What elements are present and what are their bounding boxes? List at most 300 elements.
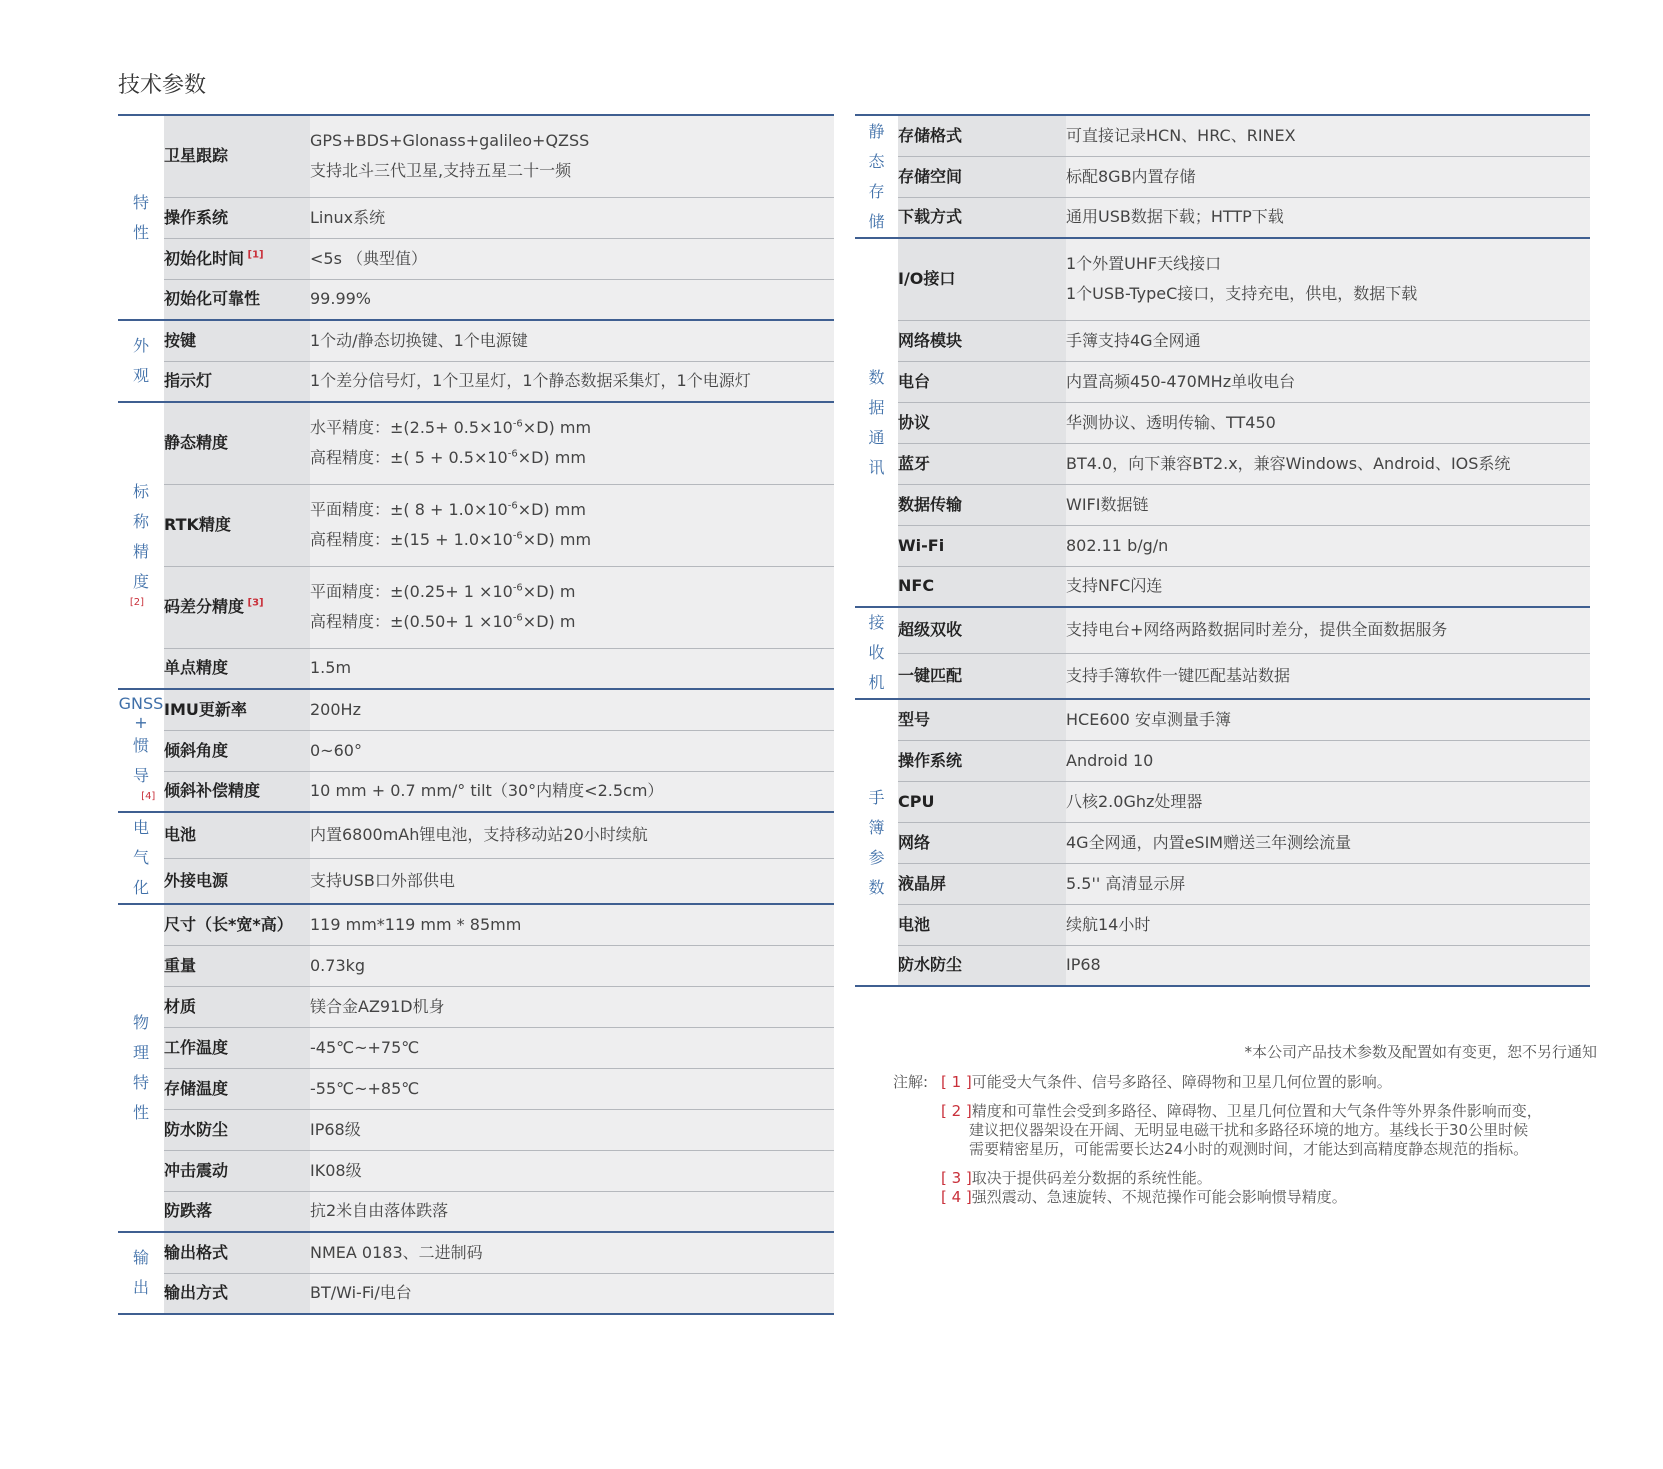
spec-label	[898, 238, 1066, 320]
spec-label	[898, 781, 1066, 822]
spec-label	[898, 484, 1066, 525]
spec-row	[855, 904, 1590, 945]
category-cell	[855, 699, 898, 986]
spec-value-text: 内置6800mAh锂电池，支持移动站20小时续航	[310, 825, 648, 845]
spec-row	[118, 197, 834, 238]
spec-value	[1066, 320, 1590, 361]
spec-label	[164, 771, 310, 812]
category-char: 惯	[132, 735, 149, 755]
category-char: 机	[868, 673, 885, 692]
spec-value-text: 标配8GB内置存储	[1066, 166, 1196, 186]
spec-label-text: 网络	[898, 832, 931, 852]
spec-value	[1066, 156, 1590, 197]
spec-value	[310, 1150, 834, 1191]
spec-value-line	[310, 326, 834, 356]
spec-label-text: 按键	[164, 330, 197, 350]
category-char: 物	[132, 1013, 149, 1032]
category-char: 出	[132, 1278, 149, 1297]
spec-row	[118, 1068, 834, 1109]
spec-value-line	[310, 1238, 834, 1268]
category-label	[868, 117, 884, 237]
spec-row	[855, 607, 1590, 653]
category-cell	[118, 812, 164, 904]
spec-value-line	[1066, 746, 1590, 776]
spec-row	[855, 653, 1590, 699]
spec-label	[164, 904, 310, 945]
spec-value	[310, 1027, 834, 1068]
category-char: 导	[132, 765, 149, 785]
spec-label	[898, 443, 1066, 484]
footnote-number: [ 2 ]	[941, 1102, 972, 1120]
spec-value	[310, 904, 834, 945]
spec-label-text: 卫星跟踪	[164, 146, 229, 166]
spec-row	[118, 1109, 834, 1150]
spec-value	[310, 402, 834, 484]
spec-value-line	[1066, 279, 1590, 309]
spec-label-text: NFC	[898, 576, 935, 596]
spec-row	[855, 822, 1590, 863]
spec-label-text: 超级双收	[898, 620, 963, 640]
spec-row	[855, 156, 1590, 197]
spec-row	[855, 238, 1590, 320]
category-char: 收	[868, 643, 885, 662]
category-char: 化	[132, 878, 149, 897]
spec-label-text: CPU	[898, 791, 935, 811]
spec-row	[855, 740, 1590, 781]
category-char: 特	[132, 192, 149, 212]
spec-row	[118, 648, 834, 689]
category-char: 理	[132, 1043, 149, 1062]
category-char: 外	[132, 336, 149, 355]
spec-label-text: 重量	[164, 955, 197, 975]
category-cell	[118, 115, 164, 320]
spec-row	[855, 945, 1590, 986]
spec-value	[310, 361, 834, 402]
category-char: GNSS	[118, 693, 164, 713]
spec-row	[118, 361, 834, 402]
spec-value-text: 0.73kg	[310, 955, 366, 975]
spec-label	[164, 115, 310, 197]
footnote-number: [ 1 ]	[941, 1073, 972, 1091]
spec-label	[164, 566, 310, 648]
spec-label-text: 码差分精度	[164, 597, 245, 616]
spec-label	[898, 402, 1066, 443]
spec-value-line	[310, 577, 834, 607]
spec-label	[164, 858, 310, 904]
footnote-line: 精度和可靠性会受到多路径、障碍物、卫星几何位置和大气条件等外界条件影响而变，	[971, 1102, 1542, 1120]
spec-label-text: 尺寸（长*宽*高）	[164, 914, 293, 934]
spec-value-text: 内置高频450-470MHz单收电台	[1066, 371, 1296, 391]
spec-value-text: 抗2米自由落体跌落	[310, 1201, 449, 1221]
category-char: 储	[868, 211, 885, 231]
category-label	[133, 1008, 149, 1128]
footnote-item	[941, 1073, 1392, 1091]
spec-value-text: 通用USB数据下载；HTTP下载	[1066, 207, 1284, 227]
category-char: 电	[132, 818, 149, 837]
page-title: 技术参数	[118, 73, 207, 98]
spec-value-text: 200Hz	[310, 699, 361, 719]
spec-value-line	[1066, 615, 1590, 645]
spec-label	[898, 822, 1066, 863]
category-char: 气	[132, 848, 149, 867]
category-cell	[855, 238, 898, 607]
spec-value	[310, 1232, 834, 1273]
spec-row	[118, 1232, 834, 1273]
spec-row	[118, 279, 834, 320]
spec-row	[118, 566, 834, 648]
category-char: 观	[132, 366, 149, 385]
spec-value	[1066, 781, 1590, 822]
spec-value	[310, 812, 834, 858]
spec-row	[855, 781, 1590, 822]
category-cell	[118, 1232, 164, 1314]
category-footnote-ref: [2]	[129, 596, 145, 608]
spec-value-line	[1066, 531, 1590, 561]
spec-label-text: 冲击震动	[164, 1160, 229, 1180]
spec-value	[1066, 443, 1590, 484]
spec-label-text: 倾斜补偿精度	[164, 781, 261, 801]
category-char: 据	[868, 397, 885, 417]
spec-value	[310, 771, 834, 812]
spec-value-text: 镁合金AZ91D机身	[310, 996, 445, 1016]
left-spec-table	[118, 114, 834, 1315]
category-label	[868, 363, 884, 483]
spec-row	[855, 197, 1590, 238]
spec-row	[118, 730, 834, 771]
category-label	[868, 608, 884, 698]
spec-label	[898, 904, 1066, 945]
spec-label	[164, 361, 310, 402]
category-char: 度	[132, 571, 149, 591]
exponent: -6	[507, 500, 518, 512]
spec-value-suffix: ×D) mm	[517, 448, 586, 468]
spec-value-line	[310, 866, 834, 896]
spec-label-text: I/O接口	[898, 269, 956, 289]
spec-value-line	[1066, 326, 1590, 356]
spec-value-line	[310, 284, 834, 314]
spacer	[893, 1159, 1542, 1169]
spec-label	[898, 361, 1066, 402]
category-label	[133, 813, 149, 903]
spec-value	[1066, 904, 1590, 945]
spec-row	[118, 689, 834, 730]
spec-value-text: 平面精度：±(0.25+ 1 ×10	[310, 582, 513, 601]
spec-label	[164, 238, 310, 279]
spec-value-line	[310, 951, 834, 981]
spec-label	[164, 197, 310, 238]
spec-value-line	[310, 443, 834, 473]
spec-value	[1066, 361, 1590, 402]
spec-value-line	[1066, 449, 1590, 479]
spec-label	[898, 566, 1066, 607]
spec-label-text: 协议	[898, 412, 931, 432]
spec-value-text: 1个差分信号灯，1个卫星灯，1个静态数据采集灯，1个电源灯	[310, 371, 751, 391]
footnote-ref: [1]	[244, 249, 264, 261]
spec-value	[1066, 197, 1590, 238]
spec-label	[164, 484, 310, 566]
spec-value-text: NMEA 0183、二进制码	[310, 1242, 483, 1262]
spec-value-line	[1066, 705, 1590, 735]
spec-value-text: 1.5m	[310, 658, 352, 678]
spec-label-text: 液晶屏	[898, 873, 947, 893]
spec-value	[310, 986, 834, 1027]
spec-value-text: 平面精度：±( 8 + 1.0×10	[310, 500, 508, 519]
category-cell	[118, 402, 164, 689]
spec-value-line	[1066, 162, 1590, 192]
disclaimer: *本公司产品技术参数及配置如有变更，恕不另行通知	[1244, 1043, 1597, 1061]
spec-label-text: 蓝牙	[898, 453, 931, 473]
spec-value	[1066, 566, 1590, 607]
spec-value	[310, 648, 834, 689]
spec-value-line	[310, 413, 834, 443]
spec-value-text: 支持USB口外部供电	[310, 870, 455, 890]
spec-value-line	[310, 525, 834, 555]
spec-value-text: -45℃~+75℃	[310, 1037, 420, 1057]
footnote-line: 取决于提供码差分数据的系统性能。	[971, 1169, 1212, 1187]
category-cell	[118, 689, 164, 812]
spec-value	[1066, 238, 1590, 320]
spec-value-text: Android 10	[1066, 750, 1154, 770]
category-char: 性	[132, 1103, 149, 1122]
footnotes	[893, 1073, 1542, 1207]
spec-label	[164, 320, 310, 361]
spec-value-text: 0~60°	[310, 740, 362, 760]
spec-value-line	[310, 653, 834, 683]
spec-row	[118, 904, 834, 945]
footnote-item	[893, 1169, 1542, 1188]
right-spec-table	[855, 114, 1590, 987]
spec-value-line	[1066, 121, 1590, 151]
spec-label-text: 存储格式	[898, 125, 963, 145]
spec-row	[855, 402, 1590, 443]
category-char: 存	[868, 181, 885, 201]
spec-row	[118, 1191, 834, 1232]
spec-label-text: 防水防尘	[898, 955, 963, 975]
footnote-ref: [3]	[244, 597, 264, 609]
spec-row	[855, 699, 1590, 740]
spec-label	[164, 945, 310, 986]
spec-value	[310, 1191, 834, 1232]
spec-value	[1066, 525, 1590, 566]
spec-label-text: 指示灯	[164, 371, 213, 391]
spec-label-text: 倾斜角度	[164, 740, 229, 760]
spacer	[893, 1092, 1542, 1102]
spec-value-text: 99.99%	[310, 289, 372, 309]
spec-row	[118, 1027, 834, 1068]
spec-label-text: 输出格式	[164, 1242, 229, 1262]
spec-value-text: IK08级	[310, 1160, 362, 1180]
spec-value	[1066, 115, 1590, 156]
category-char: 手	[868, 787, 885, 807]
spec-value-text: 支持北斗三代卫星,支持五星二十一频	[310, 161, 572, 181]
spec-label	[898, 945, 1066, 986]
spec-label-text: 材质	[164, 996, 197, 1016]
spec-value	[1066, 740, 1590, 781]
spec-row	[855, 525, 1590, 566]
spec-value-line	[310, 736, 834, 766]
category-label	[133, 331, 149, 391]
category-cell	[855, 115, 898, 238]
spec-label-text: 网络模块	[898, 330, 963, 350]
spec-row	[118, 771, 834, 812]
spec-label-text: 防水防尘	[164, 1119, 229, 1139]
spec-value-text: GPS+BDS+Glonass+galileo+QZSS	[310, 131, 590, 151]
spec-label-text: 单点精度	[164, 658, 229, 678]
spec-value-text: 支持电台+网络两路数据同时差分，提供全面数据服务	[1066, 620, 1448, 640]
spec-value-line	[1066, 408, 1590, 438]
spec-value-line	[310, 1115, 834, 1145]
spec-label	[164, 1068, 310, 1109]
spec-value-text: 可直接记录HCN、HRC、RINEX	[1066, 125, 1296, 145]
spec-value-text: 华测协议、透明传输、TT450	[1066, 412, 1276, 432]
category-char: 称	[132, 511, 149, 531]
category-cell	[118, 320, 164, 402]
spec-row	[118, 402, 834, 484]
spec-value-line	[310, 126, 834, 156]
spec-value-line	[310, 992, 834, 1022]
category-char: 态	[868, 151, 885, 171]
spec-value-line	[1066, 910, 1590, 940]
spec-value-line	[1066, 869, 1590, 899]
spec-label-text: 存储温度	[164, 1078, 229, 1098]
spec-label-text: 操作系统	[898, 750, 963, 770]
spec-row	[118, 1273, 834, 1314]
spec-value	[310, 238, 834, 279]
spec-value	[310, 115, 834, 197]
category-char: 数	[868, 877, 885, 897]
spec-value-text: 支持手簿软件一键匹配基站数据	[1066, 665, 1291, 685]
category-cell	[855, 607, 898, 699]
spec-value-line	[310, 695, 834, 725]
spec-value-line	[310, 1196, 834, 1226]
spec-value-line	[310, 607, 834, 637]
spec-label-text: 外接电源	[164, 870, 229, 890]
spec-value-text: BT/Wi-Fi/电台	[310, 1283, 412, 1303]
spec-label-text: 工作温度	[164, 1037, 229, 1057]
spec-label	[164, 1109, 310, 1150]
spec-label	[898, 863, 1066, 904]
spec-label	[164, 812, 310, 858]
footnote-line: 需要精密星历，可能需要长达24小时的观测时间，才能达到高精度静态规范的指标。	[969, 1140, 1529, 1158]
spec-row	[118, 484, 834, 566]
spec-value	[310, 320, 834, 361]
category-cell	[118, 904, 164, 1232]
spec-label-text: 下载方式	[898, 207, 963, 227]
spec-row	[118, 945, 834, 986]
category-label	[119, 693, 164, 803]
spec-value-text: 八核2.0Ghz处理器	[1066, 791, 1203, 811]
spec-value	[1066, 607, 1590, 653]
spec-label-text: 初始化时间	[164, 248, 245, 268]
spec-label-text: 电台	[898, 371, 931, 391]
spec-value-text: IP68	[1066, 955, 1101, 975]
spec-label-text: Wi-Fi	[898, 535, 945, 555]
spec-value-text: HCE600 安卓测量手簿	[1066, 709, 1231, 729]
spec-label	[898, 197, 1066, 238]
spec-value-line	[1066, 571, 1590, 601]
spec-value-text: 高程精度：±(15 + 1.0×10	[310, 530, 513, 549]
spec-row	[855, 484, 1590, 525]
category-footnote-ref: [4]	[141, 790, 156, 802]
spec-label-text: 防跌落	[164, 1201, 213, 1221]
spec-value-line	[1066, 249, 1590, 279]
category-char: 簿	[868, 817, 885, 837]
spec-value	[310, 1109, 834, 1150]
category-label	[133, 188, 149, 248]
spec-label-text: IMU更新率	[164, 699, 247, 719]
spec-label-text: 静态精度	[164, 433, 229, 453]
exponent: -6	[512, 582, 523, 594]
spec-row	[118, 986, 834, 1027]
spec-value	[1066, 484, 1590, 525]
spec-value-text: 802.11 b/g/n	[1066, 535, 1169, 555]
spec-label	[898, 740, 1066, 781]
spec-row	[118, 858, 834, 904]
spec-label	[164, 402, 310, 484]
spec-label-text: 数据传输	[898, 494, 963, 514]
spec-value-text: 1个USB-TypeC接口，支持充电，供电，数据下载	[1066, 284, 1418, 304]
spec-label	[898, 607, 1066, 653]
spec-value-text: 高程精度：±(0.50+ 1 ×10	[310, 612, 513, 631]
spec-row	[118, 320, 834, 361]
spec-label	[898, 320, 1066, 361]
spec-value-text: 4G全网通，内置eSIM赠送三年测绘流量	[1066, 832, 1352, 852]
spec-row	[855, 566, 1590, 607]
spec-value-line	[310, 366, 834, 396]
spec-label-text: RTK精度	[164, 515, 231, 534]
spec-value-text: 高程精度：±( 5 + 0.5×10	[310, 448, 508, 468]
spec-value-text: 水平精度：±(2.5+ 0.5×10	[310, 418, 513, 438]
category-char: 特	[132, 1073, 149, 1092]
spec-label-text: 初始化可靠性	[164, 289, 261, 309]
spec-value	[1066, 945, 1590, 986]
spec-row	[855, 443, 1590, 484]
category-char: 标	[132, 481, 149, 501]
spec-value	[310, 858, 834, 904]
spec-label	[164, 1150, 310, 1191]
spec-value	[310, 1273, 834, 1314]
spec-value-suffix: ×D) mm	[522, 530, 592, 549]
category-label	[130, 477, 152, 609]
category-char: 讯	[868, 457, 885, 477]
spec-value-text: Linux系统	[310, 207, 386, 227]
spec-value	[1066, 822, 1590, 863]
spec-value	[1066, 653, 1590, 699]
spec-value	[310, 689, 834, 730]
spec-row	[855, 115, 1590, 156]
category-char: 参	[868, 847, 885, 867]
spec-value	[310, 484, 834, 566]
spec-value-line	[310, 244, 834, 274]
footnote-number: [ 3 ]	[941, 1169, 972, 1187]
spec-row	[118, 812, 834, 858]
exponent: -6	[512, 530, 523, 542]
category-char: +	[134, 712, 148, 732]
spec-value-suffix: ×D) mm	[517, 500, 586, 519]
spec-value-line	[310, 1074, 834, 1104]
spec-value-suffix: ×D) m	[522, 612, 576, 631]
exponent: -6	[507, 448, 518, 460]
spec-label	[164, 279, 310, 320]
spec-value-text: IP68级	[310, 1119, 361, 1139]
spec-value-line	[310, 1278, 834, 1308]
spec-label	[164, 689, 310, 730]
spec-label	[898, 699, 1066, 740]
notes-heading: 注解:	[893, 1073, 929, 1091]
spec-value	[310, 730, 834, 771]
spec-value-text: 1个动/静态切换键、1个电源键	[310, 330, 528, 350]
spec-label	[164, 730, 310, 771]
